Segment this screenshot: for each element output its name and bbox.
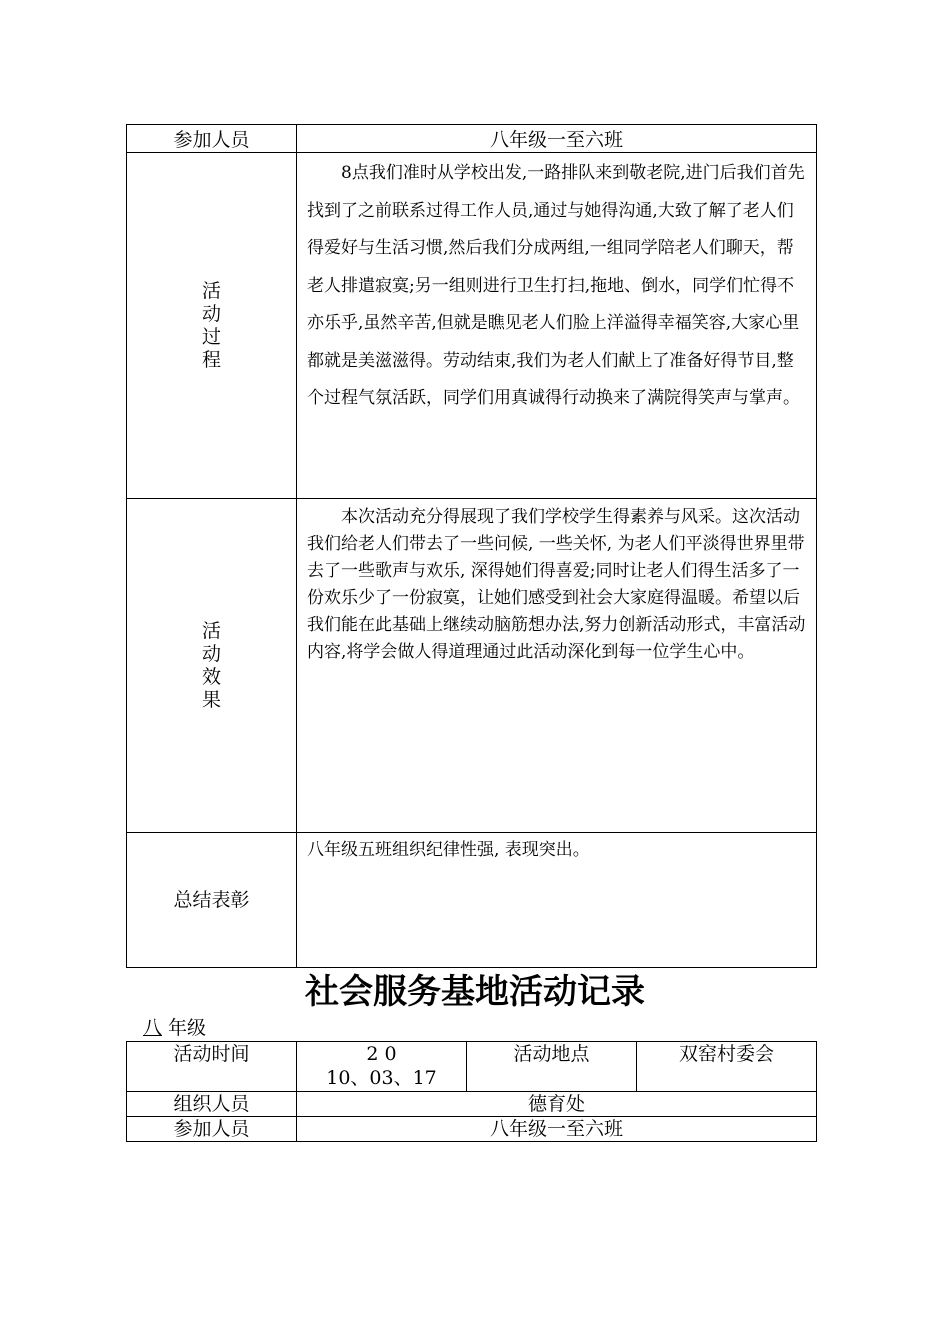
organizer-value: 德育处	[297, 1092, 817, 1117]
participants-label: 参加人员	[127, 125, 297, 153]
process-label-char: 程	[201, 348, 221, 371]
time-value-line1: 2 0	[366, 1043, 397, 1065]
place-label: 活动地点	[467, 1042, 637, 1092]
effect-label-char: 活	[201, 619, 221, 642]
time-value	[297, 1042, 467, 1092]
process-label-char: 过	[201, 325, 221, 348]
process-text: 8点我们准时从学校出发,一路排队来到敬老院,进门后我们首先找到了之前联系过得工作人员,通过与她得沟通,大致了解了老人们得爱好与生活习惯,然后我们分成两组,一组同学陪老人们聊天，帮老人排遣寂寞;另一组则进行卫生打扫,拖地、倒水，同学们忙得不亦乐乎,虽然辛苦,但就是瞧见老人们脸上洋溢得幸福笑容,大家心里都就是美滋滋得。劳动结束,我们为老人们献上了准备好得节目,整个过程气氛活跃，同学们用真诚得行动换来了满院得笑声与掌声。	[307, 163, 805, 408]
process-label	[127, 153, 297, 499]
organizer-label: 组织人员	[127, 1092, 297, 1117]
activity-record-table-1	[126, 124, 817, 968]
participants-label-2: 参加人员	[127, 1117, 297, 1142]
participants-value-2: 八年级一至六班	[297, 1117, 817, 1142]
place-value: 双窑村委会	[637, 1042, 817, 1092]
summary-text: 八年级五班组织纪律性强, 表现突出。	[307, 840, 590, 860]
time-label: 活动时间	[127, 1042, 297, 1092]
summary-label: 总结表彰	[127, 833, 297, 968]
process-label-char: 动	[201, 302, 221, 325]
effect-label	[127, 499, 297, 833]
effect-label-char: 效	[201, 665, 221, 688]
time-value-line2: 10、03、17	[326, 1067, 437, 1089]
effect-label-char: 动	[201, 642, 221, 665]
effect-text: 本次活动充分得展现了我们学校学生得素养与风采。这次活动我们给老人们带去了一些问候, 一些关怀, 为老人们平淡得世界里带去了一些歌声与欢乐, 深得她们得喜爱;同时让老人们得生活多了一份欢乐少了一份寂寞，让她们感受到社会大家庭得温暖。希望以后我们能在此基础上继续动脑筋想办法,努力创新活动形式，丰富活动内容,将学会做人得道理通过此活动深化到每一位学生心中。	[307, 507, 806, 662]
participants-value: 八年级一至六班	[297, 125, 817, 153]
grade-value: 八	[143, 1017, 163, 1039]
grade-line	[143, 1016, 206, 1040]
activity-record-table-2	[126, 1041, 817, 1142]
process-label-char: 活	[201, 279, 221, 302]
summary-cell	[297, 833, 817, 968]
document-title: 社会服务基地活动记录	[305, 972, 645, 1012]
effect-label-char: 果	[201, 688, 221, 711]
grade-suffix: 年级	[162, 1017, 207, 1039]
effect-cell	[297, 499, 817, 833]
process-cell	[297, 153, 817, 499]
